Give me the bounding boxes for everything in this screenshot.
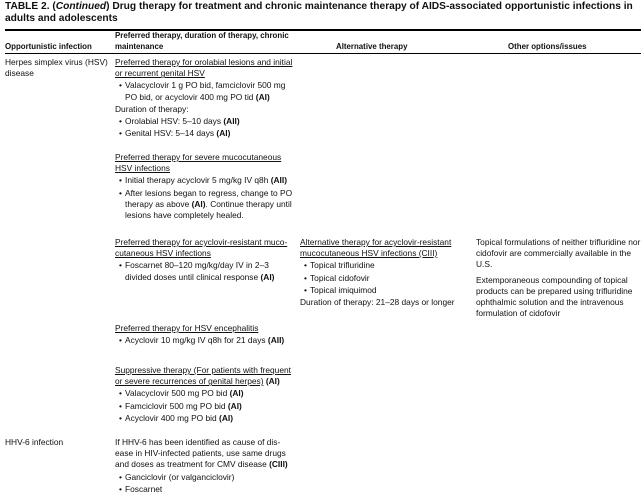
alternative-therapy-block-heading [300,237,472,259]
item-text: Orolabial HSV: 5–10 days [125,116,222,127]
infection-name: Herpes simplex virus (HSV) disease [5,57,108,79]
heading-text: Suppressive therapy (For patients with frequent or severe recurrences of genital herpes) [115,365,291,387]
header-preferred: Preferred therapy, duration of therapy, chronic maintenance [115,31,289,51]
evidence-grade: (AI) [219,412,233,423]
evidence-grade: (AI) [227,400,242,411]
other-option-text: Extemporaneous compounding of topical products can be prepared using trifluridine ophthalmic solution and the intravenous formulation of cidofovir [476,274,633,319]
item-text: Topical trifluridine [310,260,375,271]
item-text: Famciclovir 500 mg PO bid [125,400,226,411]
preferred-therapy-block [115,365,293,424]
heading-text: Preferred therapy for acyclovir-resistant muco-cutaneous HSV infections [115,237,288,259]
evidence-grade: (CIII) [269,459,288,470]
evidence-grade: (AII) [223,116,240,127]
evidence-grade: (AI) [216,128,231,139]
bullet-icon: • [119,335,122,346]
item-text: Foscarnet [125,483,163,494]
evidence-grade: (AII) [267,335,285,346]
evidence-grade: (AI) [229,388,244,399]
bullet-icon: • [119,187,122,198]
bullet-icon: • [119,483,122,494]
header-rule [5,53,641,54]
table-title [5,1,641,25]
heading-text: Preferred therapy for HSV encephalitis [115,323,259,333]
text-line [300,297,472,308]
alternative-therapy-block [300,237,472,308]
heading-text: Preferred therapy for severe mucocutaneous HSV infections [115,152,282,174]
preferred-therapy-block-heading [115,152,293,174]
bullet-icon: • [119,80,122,91]
preferred-therapy-block [115,57,293,139]
bullet-item [300,260,472,271]
preferred-therapy-block-heading [115,323,293,334]
bullet-icon: • [119,260,122,271]
bullet-icon: • [119,388,122,399]
item-text: Valacyclovir 1 g PO bid, famciclovir 500 mg PO bid, or acyclovir 400 mg PO tid [125,80,286,102]
bullet-icon: • [304,260,307,271]
bullet-icon: • [119,175,122,186]
item-text: Acyclovir 400 mg PO bid [125,412,217,423]
item-text: After lesions began to regress, change to PO therapy as above [125,187,293,209]
item-text-continued: . Continue therapy until lesions have completely healed. [125,198,292,221]
item-text: Ganciclovir (or valganciclovir) [125,471,235,482]
bullet-item [115,413,293,424]
evidence-grade: (AI) [260,271,275,282]
bullet-item [115,116,293,127]
bullet-item [115,401,293,412]
title-continued: Continued [55,1,107,12]
top-rule [5,29,641,31]
text-line [115,104,293,115]
bullet-icon: • [119,412,122,423]
bullet-item [300,273,472,284]
header-other: Other options/issues [508,42,587,51]
preferred-therapy-block-heading [115,237,293,259]
bullet-item [115,80,293,102]
header-alternative: Alternative therapy [336,42,408,51]
bullet-item [115,484,293,495]
other-options-block [476,237,641,319]
item-text: Topical imiquimod [310,284,377,295]
item-text: Valacyclovir 500 mg PO bid [125,388,228,399]
other-option-text: Topical formulations of neither trifluridine nor cidofovir are commercially available in the U.S. [476,237,641,270]
preferred-therapy-block [115,323,293,346]
bullet-icon: • [304,284,307,295]
title-text: ) Drug therapy for treatment and chronic maintenance therapy of AIDS-associated opportunistic infections in adults and adolescents [5,1,633,24]
preferred-therapy-block [115,237,293,283]
bullet-icon: • [119,116,122,127]
preferred-therapy-block-heading [115,57,293,79]
bullet-item [115,175,293,186]
preferred-therapy-block-intro [115,437,293,471]
bullet-item [115,388,293,399]
preferred-therapy-block [115,152,293,221]
item-text: Duration of therapy: [115,103,189,114]
evidence-grade: (AI) [265,376,280,387]
item-text: Duration of therapy: 21–28 days or longer [300,297,455,308]
item-text: Acyclovir 10 mg/kg IV q8h for 21 days [125,335,266,346]
bullet-item [300,285,472,296]
bullet-icon: • [304,272,307,283]
evidence-grade: (AI) [191,198,206,209]
item-text: Initial therapy acyclovir 5 mg/kg IV q8h [125,175,269,186]
infection-name: HHV-6 infection [5,437,64,447]
item-text: Topical cidofovir [310,272,370,283]
bullet-icon: • [119,471,122,482]
evidence-grade: (AII) [270,175,287,186]
heading-text: Preferred therapy for orolabial lesions and initial or recurrent genital HSV [115,57,293,79]
preferred-therapy-block-heading [115,365,293,387]
heading-text: Alternative therapy for acyclovir-resistant mucocutaneous HSV infections (CIII) [300,237,452,259]
bullet-icon: • [119,400,122,411]
header-infection: Opportunistic infection [5,42,92,51]
title-prefix: TABLE 2. ( [5,1,56,12]
preferred-therapy-block [115,437,293,495]
bullet-item [115,128,293,139]
intro-text: If HHV-6 has been identified as cause of dis-ease in HIV-infected patients, use same drugs and doses as treatment for CMV disease [115,437,286,470]
bullet-item [115,335,293,346]
evidence-grade: (AI) [255,91,270,102]
bullet-icon: • [119,128,122,139]
bullet-item [115,472,293,483]
bullet-item [115,188,293,222]
item-text: Genital HSV: 5–14 days [125,128,215,139]
bullet-item [115,260,293,282]
item-text: Foscarnet 80–120 mg/kg/day IV in 2–3 divided doses until clinical response [125,260,269,282]
